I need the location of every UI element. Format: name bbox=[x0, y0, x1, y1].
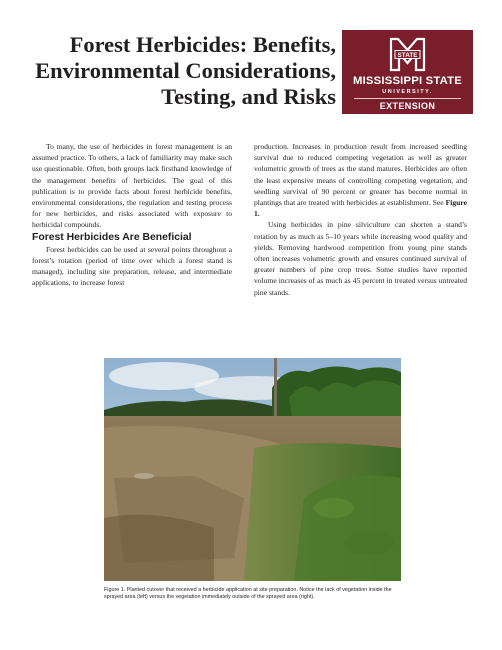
logo-university-name: MISSISSIPPI STATE bbox=[352, 75, 463, 87]
silviculture-paragraph: Using herbicides in pine silviculture can shorten a stand’s rotation by as much as 5–10 years while increasing wood quality and yields. Removing hardwood competition from young pine stands often increases volumetric growth and ensures continued survival of greater numbers of pine crop trees. Some studies have reported volume increases of as much as 45 percent in treated versus untreated pine stands. bbox=[254, 220, 467, 297]
logo-divider bbox=[354, 98, 461, 99]
production-paragraph bbox=[254, 141, 467, 219]
section-heading: Forest Herbicides Are Beneficial bbox=[32, 231, 192, 243]
intro-paragraph: To many, the use of herbicides in forest management is an assumed practice. To others, a lack of familiarity may make such use questionable. Often, both groups lack firsthand knowledge of the management benefits of herbicides. The goal of this publication is to provide facts about forest herbicide benefits, environmental considerations, the regulation and testing process for new herbicides, and risks associated with exposure to herbicidal compounds. bbox=[32, 142, 232, 230]
title-line-2: Environmental Considerations, bbox=[35, 58, 336, 83]
document-title bbox=[20, 32, 336, 110]
figure-caption: Figure 1. Planted cutover that received a herbicide application at site preparation. Notice the lack of vegetation inside the sprayed area (left) versus the vegetation immediately outside of the sprayed area (right). bbox=[104, 587, 392, 601]
msu-emblem-icon bbox=[389, 36, 426, 73]
logo-university-label: UNIVERSITY. bbox=[382, 89, 433, 95]
figure-reference: Figure 1. bbox=[254, 198, 467, 219]
right-column bbox=[254, 141, 467, 298]
left-column bbox=[32, 141, 232, 288]
title-line-1: Forest Herbicides: Benefits, bbox=[69, 32, 336, 57]
production-text: production. Increases in production result from increased seedling survival due to reduced competing vegetation as well as greater volumetric growth of trees as the stand matures. Herbicides are often the least expensive means of controlling competing vegetation, and seedling survival of 90 percent or greater has become normal in plantings that are treated with herbicides at establishment. See bbox=[254, 142, 467, 208]
figure-photo bbox=[104, 358, 401, 581]
svg-text:STATE: STATE bbox=[397, 52, 418, 59]
cutover-field-photo bbox=[104, 358, 401, 581]
title-line-3: Testing, and Risks bbox=[161, 84, 336, 109]
benefits-paragraph: Forest herbicides can be used at several points throughout a forest’s rotation (period of time over which a forest stand is managed), including site preparation, release, and intermediate applications, to increase forest bbox=[32, 244, 232, 288]
logo-extension-label: EXTENSION bbox=[379, 101, 436, 111]
msu-extension-logo bbox=[342, 30, 473, 114]
